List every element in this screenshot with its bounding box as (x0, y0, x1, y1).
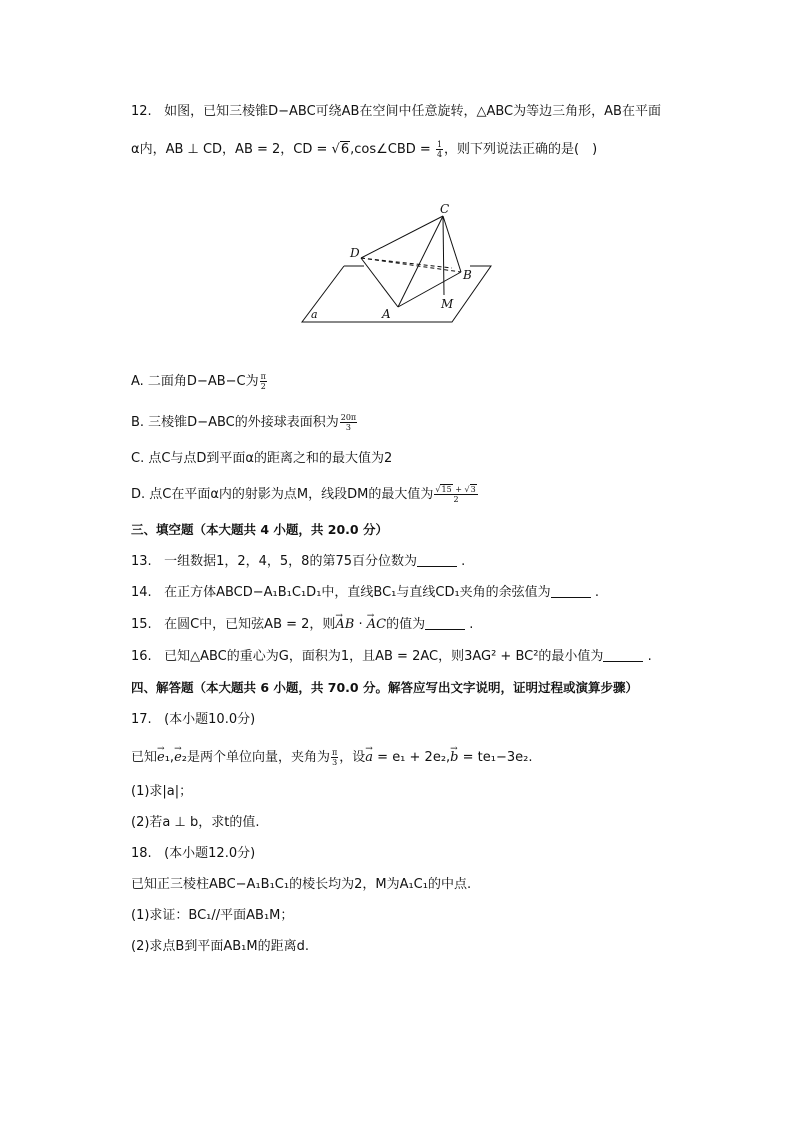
edge-AC (398, 216, 443, 307)
label-alpha: a (311, 308, 318, 321)
edge-D-mid-dashed (361, 258, 452, 268)
edge-CB (443, 216, 461, 272)
q17-part1: (1)求|a|； (131, 784, 193, 799)
edge-AB (398, 272, 461, 307)
q18-part2: (2)求点B到平面AB₁M的距离d. (131, 939, 309, 954)
edge-DB-dashed (361, 258, 461, 272)
edge-DC (361, 216, 443, 258)
option-d-fraction: $\frac{√15 + √3}{2}$ (435, 485, 476, 504)
q16: 16. 已知△ABC的重心为G，面积为1，且AB = 2AC，则3AG² + BC²的最小值为 . (131, 649, 652, 664)
edge-DA (361, 258, 398, 307)
q12-line1 (131, 103, 661, 121)
q12-sqrt-value: 6 (340, 142, 350, 157)
label-B: B (463, 268, 472, 282)
option-c: C. 点C与点D到平面α的距离之和的最大值为2 (131, 451, 393, 466)
option-b: B. 三棱锥D−ABC的外接球表面积为 $\frac{20\pi}{3}$ (131, 413, 357, 432)
q18-stem: 已知正三棱柱ABC−A₁B₁C₁的棱长均为2，M为A₁C₁的中点. (131, 877, 472, 892)
q15-answer-blank[interactable] (425, 617, 465, 630)
option-d: D. 点C在平面α内的射影为点M，线段DM的最大值为 $\frac{√15 + √3}{2}$ (131, 485, 476, 504)
q12-stem-line2c: ,cos∠CBD = (350, 142, 435, 157)
q12-number: 12. (131, 104, 152, 119)
label-M: M (441, 297, 454, 311)
vector-AB: → AB (335, 616, 354, 634)
q12-line2: α内，AB ⊥ CD，AB = 2，CD = √6,cos∠CBD = $\frac{1}{4}$ ，则下列说法正确的是( ) (131, 140, 598, 159)
label-D: D (350, 246, 360, 260)
q18-header: 18. (本小题12.0分) (131, 846, 256, 861)
q15: 15. 在圆C中，已知弦AB = 2，则→ AB · → AC的值为 . (131, 616, 473, 634)
option-a-fraction: $\frac{\pi}{2}$ (260, 372, 266, 391)
q14-answer-blank[interactable] (551, 585, 591, 598)
label-A: A (382, 307, 391, 321)
q12-stem-line2d: ，则下列说法正确的是( ) (444, 142, 598, 157)
q18-part1: (1)求证：BC₁//平面AB₁M； (131, 908, 294, 923)
q13: 13. 一组数据1，2，4，5，8的第75百分位数为 . (131, 554, 466, 569)
plane-alpha-edge (302, 266, 491, 322)
q12-stem-line1: 如图，已知三棱锥D−ABC可绕AB在空间中任意旋转，△ABC为等边三角形，AB在平面 (164, 104, 661, 119)
q12-stem-line2a: α内，AB ⊥ CD，AB = 2，CD = (131, 142, 332, 157)
q17-stem: 已知→ e₁,→ e₂是两个单位向量，夹角为 $\frac{\pi}{3}$ ，设→ a = e₁ + 2e₂,→ b = te₁−3e₂. (131, 748, 532, 767)
label-C: C (440, 202, 450, 216)
q16-answer-blank[interactable] (603, 649, 643, 662)
q17-header: 17. (本小题10.0分) (131, 712, 256, 727)
edge-CM (443, 216, 444, 295)
section-3-heading: 三、填空题（本大题共 4 小题，共 20.0 分） (131, 522, 388, 537)
q12-fraction: $\frac{1}{4}$ (436, 140, 443, 159)
section-4-heading: 四、解答题（本大题共 6 小题，共 70.0 分。解答应写出文字说明，证明过程或演算步骤） (131, 680, 638, 695)
q17-part2: (2)若a ⊥ b，求t的值. (131, 815, 260, 830)
option-b-fraction: $\frac{20\pi}{3}$ (340, 413, 357, 432)
q13-answer-blank[interactable] (417, 554, 457, 567)
q17-fraction: $\frac{\pi}{3}$ (331, 748, 338, 767)
vector-AC: → AC (367, 616, 386, 634)
option-a: A. 二面角D−AB−C为 $\frac{\pi}{2}$ (131, 372, 266, 391)
q14: 14. 在正方体ABCD−A₁B₁C₁D₁中，直线BC₁与直线CD₁夹角的余弦值为 . (131, 585, 599, 600)
